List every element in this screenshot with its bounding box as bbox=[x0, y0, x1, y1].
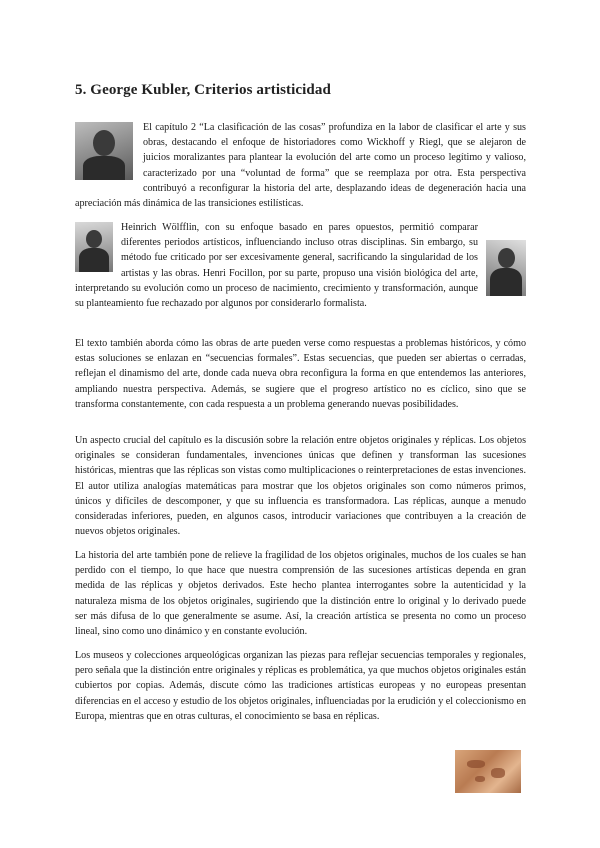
paragraph-4: Un aspecto crucial del capítulo es la discusión sobre la relación entre objetos originales y réplicas. Los objetos originales se consideran fundamentales, invenciones únicas que definen y transforman las sucesiones históricas, mientras que las réplicas son vistas como multiplicaciones o reinterpretaciones de estas invenciones. El autor utiliza analogías matemáticas para mostrar que los objetos originales son como números primos, únicos y difíciles de descomponer, y que su influencia es transformadora. Las réplicas, aunque a menudo consideradas inferiores, pueden, en algunos casos, introducir variaciones que contribuyen a la creación de nuevos objetos originales. bbox=[75, 435, 526, 538]
portrait-wolfflin-image bbox=[75, 222, 113, 272]
paragraph-6: Los museos y colecciones arqueológicas organizan las piezas para reflejar secuencias temporales y regionales, pero señala que la distinción entre originales y réplicas es problemática, ya que muchos objetos originales están cubiertos por copias. Además, discute cómo las tradiciones artísticas europeas y no europeas presentan diferencias en el acceso y estudio de los objetos originales, influenciadas por la erudición y el coleccionismo en Europa, mientras que en otras culturas, el conocimiento se basa en réplicas. bbox=[75, 650, 526, 722]
portrait-focillon-image bbox=[486, 240, 526, 296]
paragraph-2-text: Heinrich Wölfflin, con su enfoque basado en pares opuestos, permitió comparar diferentes periodos artísticos, influenciando incluso otras disciplinas. Sin embargo, su método fue criticado por ser excesivamente general, sacrificando la singularidad de los artistas y las obras. Henri Focillon, por su parte, propuso una visión biológica del arte, interpretando su evolución como un proceso de nacimiento, crecimiento y transformación, aunque su planteamiento fue rechazado por algunos por considerarlo formalista. bbox=[75, 222, 478, 310]
cave-art-image bbox=[455, 750, 521, 793]
portrait-kubler-image bbox=[75, 122, 133, 180]
paragraph-1-text: El capítulo 2 “La clasificación de las cosas” profundiza en la labor de clasificar el arte y sus obras, destacando el enfoque de historiadores como Wickhoff y Riegl, que se alejaron de juicios moralizantes para plantear la evolución del arte como un proceso legítimo y valioso, caracterizado por una “voluntad de forma” que se reemplaza por otra. Esta perspectiva contribuyó a reconfigurar la historia del arte, desplazando ideas de degeneración hacia una apreciación más dinámica de las transiciones estilísticas. bbox=[75, 122, 526, 210]
page-title: 5. George Kubler, Criterios artisticidad bbox=[75, 82, 331, 98]
paragraph-5: La historia del arte también pone de relieve la fragilidad de los objetos originales, muchos de los cuales se han perdido con el tiempo, lo que hace que nuestra comprensión de las sucesiones artísticas dependa en gran medida de las réplicas y objetos derivados. Este hecho plantea interrogantes sobre la autenticidad y la naturaleza misma de los objetos originales, sugiriendo que la distinción entre lo original y lo derivado puede ser más difusa de lo que generalmente se asume. Así, la creación artística se presenta no como un proceso lineal, sino como uno dinámico y en constante evolución. bbox=[75, 550, 526, 638]
paragraph-2 bbox=[75, 220, 526, 311]
paragraph-1 bbox=[75, 120, 526, 211]
paragraph-3: El texto también aborda cómo las obras de arte pueden verse como respuestas a problemas históricos, y cómo estas soluciones se enlazan en “secuencias formales”. Estas secuencias, que pueden ser abiertas o cerradas, reflejan el dinamismo del arte, donde cada nueva obra reconfigura la forma en que entendemos las anteriores, ampliando nuestra perspectiva. Además, se sugiere que el progreso artístico no es cíclico, sino que se transforma constantemente, con cada respuesta a un problema generando nuevas posibilidades. bbox=[75, 338, 526, 410]
